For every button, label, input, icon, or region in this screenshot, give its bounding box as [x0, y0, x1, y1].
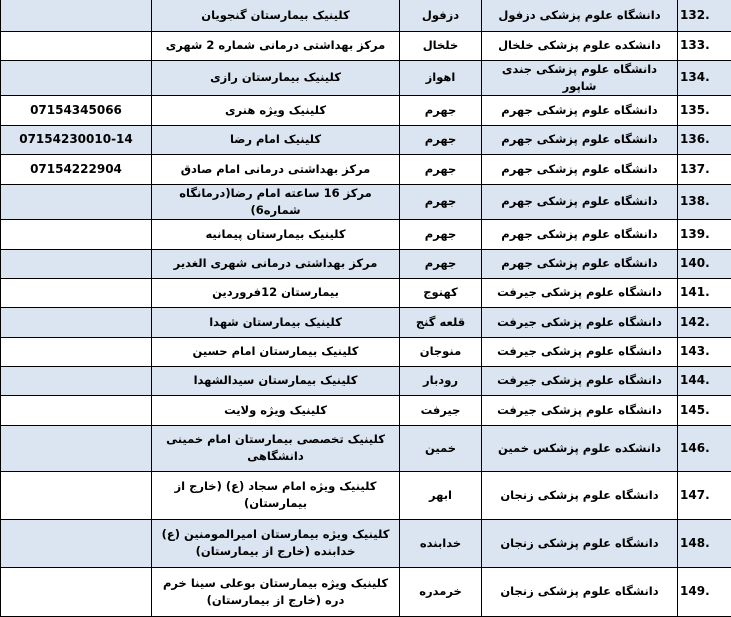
- table-row: [1, 567, 731, 616]
- clinic-name: بیمارستان 12فروردین: [152, 278, 400, 307]
- table-row: [1, 307, 731, 337]
- city-name: منوجان: [400, 337, 482, 366]
- city-name: جیرفت: [400, 395, 482, 425]
- clinic-name: کلینیک ویژه هنری: [152, 95, 400, 125]
- table-row: [1, 184, 731, 219]
- clinic-name: مرکز بهداشتی درمانی شهری الغدیر: [152, 249, 400, 278]
- city-name: رودبار: [400, 366, 482, 395]
- phone-number: [1, 0, 152, 31]
- university-name: دانشگاه علوم پزشکی زنجان: [482, 471, 678, 519]
- row-number: .132: [678, 0, 731, 31]
- table-row: [1, 337, 731, 366]
- university-name: دانشگاه علوم پزشکی جهرم: [482, 249, 678, 278]
- clinic-name: کلینیک بیمارستان شهدا: [152, 307, 400, 337]
- clinic-name: کلینیک بیمارستان امام حسین: [152, 337, 400, 366]
- row-number: .134: [678, 60, 731, 95]
- row-number: .133: [678, 31, 731, 60]
- university-name: دانشگاه علوم پزشکی جهرم: [482, 184, 678, 219]
- clinic-name: کلینیک ویژه ولایت: [152, 395, 400, 425]
- phone-number: [1, 307, 152, 337]
- row-number: .136: [678, 125, 731, 154]
- phone-number: [1, 425, 152, 471]
- clinic-name: مرکز بهداشتی درمانی شماره 2 شهری: [152, 31, 400, 60]
- table-row: [1, 278, 731, 307]
- phone-number: [1, 184, 152, 219]
- clinic-name: مرکز بهداشتی درمانی امام صادق: [152, 154, 400, 184]
- city-name: خرمدره: [400, 567, 482, 616]
- row-number: .147: [678, 471, 731, 519]
- city-name: کهنوج: [400, 278, 482, 307]
- university-name: دانشگاه علوم پزشکی جهرم: [482, 154, 678, 184]
- phone-number: [1, 567, 152, 616]
- phone-number: [1, 366, 152, 395]
- table-row: [1, 154, 731, 184]
- clinic-name: کلینیک بیمارستان رازی: [152, 60, 400, 95]
- row-number: .135: [678, 95, 731, 125]
- table-row: [1, 519, 731, 567]
- clinic-name: کلینیک ویژه بیمارستان بوعلی سینا خرم دره (خارج از بیمارستان): [152, 567, 400, 616]
- city-name: اهواز: [400, 60, 482, 95]
- table-row: [1, 125, 731, 154]
- university-name: دانشگاه علوم پزشکی زنجان: [482, 567, 678, 616]
- university-name: دانشگاه علوم پزشکی جهرم: [482, 95, 678, 125]
- row-number: .141: [678, 278, 731, 307]
- table-row: [1, 95, 731, 125]
- clinic-name: کلینیک ویژه امام سجاد (ع) (خارج از بیمارستان): [152, 471, 400, 519]
- city-name: قلعه گنج: [400, 307, 482, 337]
- phone-number: [1, 31, 152, 60]
- city-name: خلخال: [400, 31, 482, 60]
- row-number: .143: [678, 337, 731, 366]
- university-name: دانشگاه علوم پزشکی جیرفت: [482, 337, 678, 366]
- city-name: جهرم: [400, 95, 482, 125]
- university-name: دانشگاه علوم پزشکی جیرفت: [482, 307, 678, 337]
- clinic-name: کلینیک بیمارستان پیمانیه: [152, 219, 400, 249]
- table-row: [1, 366, 731, 395]
- city-name: جهرم: [400, 125, 482, 154]
- phone-number: [1, 249, 152, 278]
- row-number: .140: [678, 249, 731, 278]
- city-name: خمین: [400, 425, 482, 471]
- clinic-table-body: [1, 0, 731, 616]
- phone-number: [1, 278, 152, 307]
- phone-number: [1, 471, 152, 519]
- university-name: دانشگاه علوم پزشکی زنجان: [482, 519, 678, 567]
- phone-number: [1, 60, 152, 95]
- phone-number: 07154222904: [1, 154, 152, 184]
- row-number: .137: [678, 154, 731, 184]
- clinic-name: کلینیک امام رضا: [152, 125, 400, 154]
- clinic-name: مرکز 16 ساعته امام رضا(درمانگاه شماره6): [152, 184, 400, 219]
- phone-number: [1, 519, 152, 567]
- city-name: خدابنده: [400, 519, 482, 567]
- row-number: .138: [678, 184, 731, 219]
- table-row: [1, 219, 731, 249]
- table-row: [1, 425, 731, 471]
- university-name: دانشگاه علوم پزشکی جیرفت: [482, 278, 678, 307]
- table-row: [1, 471, 731, 519]
- clinic-name: کلینیک بیمارستان گنجویان: [152, 0, 400, 31]
- row-number: .139: [678, 219, 731, 249]
- university-name: دانشگاه علوم پزشکی جهرم: [482, 125, 678, 154]
- table-row: [1, 60, 731, 95]
- phone-number: 07154230010-14: [1, 125, 152, 154]
- university-name: دانشگاه علوم پزشکی جیرفت: [482, 366, 678, 395]
- table-row: [1, 395, 731, 425]
- clinic-name: کلینیک تخصصی بیمارستان امام خمینی دانشگاهی: [152, 425, 400, 471]
- row-number: .142: [678, 307, 731, 337]
- row-number: .149: [678, 567, 731, 616]
- university-name: دانشگاه علوم پزشکی جیرفت: [482, 395, 678, 425]
- table-row: [1, 0, 731, 31]
- table-row: [1, 31, 731, 60]
- row-number: .146: [678, 425, 731, 471]
- city-name: دزفول: [400, 0, 482, 31]
- row-number: .145: [678, 395, 731, 425]
- university-name: دانشگاه علوم پزشکی جندی شاپور: [482, 60, 678, 95]
- city-name: جهرم: [400, 184, 482, 219]
- clinic-name: کلینیک بیمارستان سیدالشهدا: [152, 366, 400, 395]
- row-number: .148: [678, 519, 731, 567]
- city-name: جهرم: [400, 249, 482, 278]
- city-name: جهرم: [400, 219, 482, 249]
- phone-number: 07154345066: [1, 95, 152, 125]
- university-name: دانشکده علوم پزشکی خلخال: [482, 31, 678, 60]
- university-name: دانشگاه علوم پزشکی دزفول: [482, 0, 678, 31]
- row-number: .144: [678, 366, 731, 395]
- university-name: دانشکده علوم پزشکس خمین: [482, 425, 678, 471]
- phone-number: [1, 219, 152, 249]
- city-name: ابهر: [400, 471, 482, 519]
- university-name: دانشگاه علوم پزشکی جهرم: [482, 219, 678, 249]
- phone-number: [1, 337, 152, 366]
- phone-number: [1, 395, 152, 425]
- clinic-name: کلینیک ویژه بیمارستان امیرالمومنین (ع) خدابنده (خارج از بیمارستان): [152, 519, 400, 567]
- table-row: [1, 249, 731, 278]
- city-name: جهرم: [400, 154, 482, 184]
